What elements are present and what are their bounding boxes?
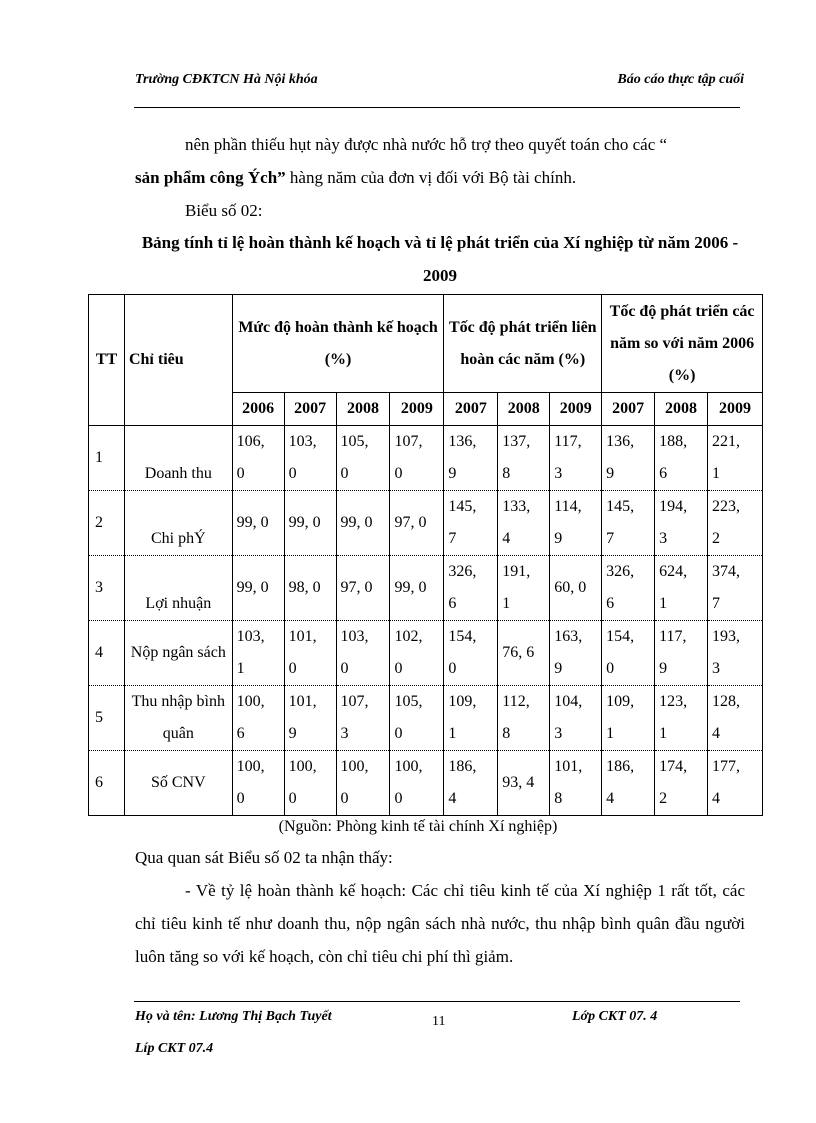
cell-value: 188, 6 xyxy=(655,426,708,491)
cell-value: 624, 1 xyxy=(655,556,708,621)
footer-class-alt: Líp CKT 07.4 xyxy=(135,1041,214,1056)
cell-value: 105, 0 xyxy=(390,686,444,751)
cell-value: 186, 4 xyxy=(444,751,498,816)
cell-value: 60, 0 xyxy=(550,556,602,621)
cell-value: 136, 9 xyxy=(444,426,498,491)
cell-value: 99, 0 xyxy=(232,556,284,621)
table-row xyxy=(89,686,763,751)
cell-tt: 5 xyxy=(89,686,125,751)
cell-value: 100, 0 xyxy=(284,751,336,816)
footer-student-name: Họ và tên: Lương Thị Bạch Tuyết xyxy=(135,1009,332,1024)
observation-line: Qua quan sát Biểu số 02 ta nhận thấy: xyxy=(135,848,393,867)
table-label: Biểu số 02: xyxy=(185,201,263,220)
table-row xyxy=(89,491,763,556)
cell-value: 99, 0 xyxy=(232,491,284,556)
cell-value: 326, 6 xyxy=(602,556,655,621)
col-tt: TT xyxy=(89,295,125,426)
cell-value: 103, 1 xyxy=(232,621,284,686)
cell-value: 186, 4 xyxy=(602,751,655,816)
cell-value: 105, 0 xyxy=(336,426,390,491)
cell-value: 177, 4 xyxy=(707,751,762,816)
year-header: 2006 xyxy=(232,393,284,426)
year-header: 2009 xyxy=(707,393,762,426)
group-base-growth: Tốc độ phát triển các năm so với năm 2006 (%) xyxy=(602,295,763,393)
cell-value: 98, 0 xyxy=(284,556,336,621)
cell-value: 101, 0 xyxy=(284,621,336,686)
cell-value: 99, 0 xyxy=(284,491,336,556)
cell-value: 100, 6 xyxy=(232,686,284,751)
cell-value: 137, 8 xyxy=(498,426,550,491)
cell-indicator: Nộp ngân sách xyxy=(124,621,232,686)
cell-value: 93, 4 xyxy=(498,751,550,816)
group-plan-completion: Mức độ hoàn thành kế hoạch (%) xyxy=(232,295,444,393)
footer-divider xyxy=(134,1001,740,1002)
cell-value: 109, 1 xyxy=(602,686,655,751)
cell-value: 101, 8 xyxy=(550,751,602,816)
cell-value: 107, 0 xyxy=(390,426,444,491)
cell-value: 128, 4 xyxy=(707,686,762,751)
cell-value: 326, 6 xyxy=(444,556,498,621)
cell-indicator: Số CNV xyxy=(124,751,232,816)
cell-value: 117, 9 xyxy=(655,621,708,686)
cell-tt: 4 xyxy=(89,621,125,686)
cell-value: 97, 0 xyxy=(336,556,390,621)
year-header: 2009 xyxy=(550,393,602,426)
year-header: 2008 xyxy=(655,393,708,426)
cell-value: 136, 9 xyxy=(602,426,655,491)
cell-value: 112, 8 xyxy=(498,686,550,751)
cell-value: 374, 7 xyxy=(707,556,762,621)
cell-indicator: Lợi nhuận xyxy=(124,556,232,621)
cell-indicator: Chi phÝ xyxy=(124,491,232,556)
year-header: 2007 xyxy=(602,393,655,426)
table-source: (Nguồn: Phòng kinh tế tài chính Xí nghiệp) xyxy=(278,818,558,835)
cell-tt: 1 xyxy=(89,426,125,491)
year-header: 2008 xyxy=(498,393,550,426)
cell-tt: 3 xyxy=(89,556,125,621)
cell-value: 114, 9 xyxy=(550,491,602,556)
cell-value: 191, 1 xyxy=(498,556,550,621)
cell-value: 99, 0 xyxy=(390,556,444,621)
header-report-title: Báo cáo thực tập cuối xyxy=(617,72,744,87)
table-body xyxy=(89,426,763,816)
cell-value: 107, 3 xyxy=(336,686,390,751)
cell-value: 103, 0 xyxy=(284,426,336,491)
cell-indicator: Doanh thu xyxy=(124,426,232,491)
cell-value: 223, 2 xyxy=(707,491,762,556)
cell-value: 97, 0 xyxy=(390,491,444,556)
cell-value: 117, 3 xyxy=(550,426,602,491)
cell-value: 100, 0 xyxy=(390,751,444,816)
intro-bold: sản phẩm công Ých” xyxy=(135,168,286,187)
year-header: 2009 xyxy=(390,393,444,426)
cell-indicator: Thu nhập bình quân xyxy=(124,686,232,751)
header-divider xyxy=(134,107,740,108)
analysis-text: - Về tỷ lệ hoàn thành kế hoạch: Các chỉ tiêu kinh tế của Xí nghiệp 1 rất tốt, các chỉ tiêu kinh tế như doanh thu, nộp ngân sách nhà nước, thu nhập bình quân đầu người luôn tăng so với kế hoạch, còn chỉ tiêu chi phí thì giảm. xyxy=(135,881,745,966)
cell-value: 102, 0 xyxy=(390,621,444,686)
cell-value: 106, 0 xyxy=(232,426,284,491)
year-header: 2008 xyxy=(336,393,390,426)
cell-tt: 2 xyxy=(89,491,125,556)
cell-value: 174, 2 xyxy=(655,751,708,816)
cell-value: 100, 0 xyxy=(232,751,284,816)
cell-value: 194, 3 xyxy=(655,491,708,556)
cell-value: 103, 0 xyxy=(336,621,390,686)
page-number: 11 xyxy=(432,1014,446,1029)
table-row xyxy=(89,556,763,621)
cell-tt: 6 xyxy=(89,751,125,816)
cell-value: 221, 1 xyxy=(707,426,762,491)
cell-value: 145, 7 xyxy=(602,491,655,556)
cell-value: 163, 9 xyxy=(550,621,602,686)
intro-paragraph xyxy=(135,128,745,194)
col-indicator: Chỉ tiêu xyxy=(124,295,232,426)
table-row xyxy=(89,621,763,686)
cell-value: 104, 3 xyxy=(550,686,602,751)
cell-value: 123, 1 xyxy=(655,686,708,751)
cell-value: 133, 4 xyxy=(498,491,550,556)
group-chain-growth: Tốc độ phát triển liên hoàn các năm (%) xyxy=(444,295,602,393)
footer-class: Lớp CKT 07. 4 xyxy=(572,1009,658,1024)
intro-line1: nên phần thiếu hụt này được nhà nước hỗ trợ theo quyết toán cho các “ xyxy=(185,135,668,154)
cell-value: 154, 0 xyxy=(444,621,498,686)
intro-line2: hàng năm của đơn vị đối với Bộ tài chính. xyxy=(285,168,577,187)
analysis-paragraph xyxy=(135,874,745,973)
table-row xyxy=(89,751,763,816)
data-table xyxy=(88,294,763,816)
cell-value: 145, 7 xyxy=(444,491,498,556)
cell-value: 100, 0 xyxy=(336,751,390,816)
table-title: Bảng tính tỉ lệ hoàn thành kế hoạch và tỉ lệ phát triển của Xí nghiệp từ năm 2006 - 2009 xyxy=(141,233,739,285)
year-header: 2007 xyxy=(284,393,336,426)
table-row xyxy=(89,426,763,491)
cell-value: 76, 6 xyxy=(498,621,550,686)
cell-value: 193, 3 xyxy=(707,621,762,686)
cell-value: 99, 0 xyxy=(336,491,390,556)
cell-value: 154, 0 xyxy=(602,621,655,686)
header-school: Trường CĐKTCN Hà Nội khóa xyxy=(135,72,318,87)
cell-value: 101, 9 xyxy=(284,686,336,751)
cell-value: 109, 1 xyxy=(444,686,498,751)
year-header: 2007 xyxy=(444,393,498,426)
